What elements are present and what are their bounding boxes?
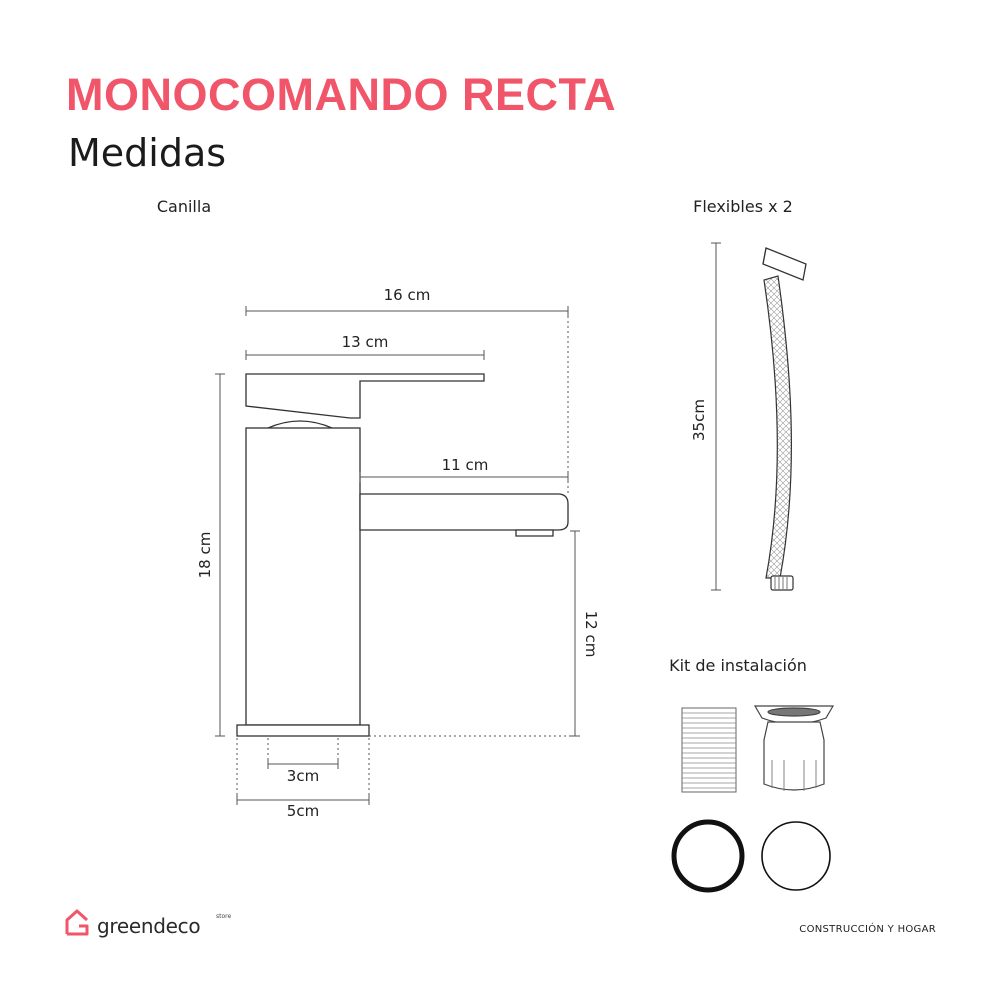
faucet-drawing: [237, 374, 568, 736]
house-logo-icon: [67, 911, 87, 934]
flexible-hose-drawing: [763, 248, 806, 590]
page-subtitle: Medidas: [68, 131, 227, 175]
hose-top-nut: [763, 248, 806, 280]
faucet-base: [237, 725, 369, 736]
kit-drawings: [674, 706, 833, 890]
dim-label-3cm: 3cm: [286, 767, 320, 785]
kit-tape-block: [682, 708, 736, 792]
dim-label-18cm: 18 cm: [196, 531, 214, 579]
kit-oring-thick: [674, 822, 742, 890]
faucet-spout: [360, 494, 568, 530]
faucet-aerator: [516, 530, 553, 536]
brand-suffix: store: [216, 913, 232, 920]
kit-drain-valve: [755, 706, 833, 791]
hose-dimension: [711, 243, 721, 590]
dim-label-11cm: 11 cm: [441, 456, 489, 474]
dim-label-12cm: 12 cm: [582, 610, 600, 658]
faucet-handle: [246, 374, 484, 418]
faucet-body: [246, 428, 360, 725]
kit-washer-thin: [762, 822, 830, 890]
kit-section-label: Kit de instalación: [669, 656, 807, 675]
dim-label-16cm: 16 cm: [383, 286, 431, 304]
dim-label-5cm: 5cm: [286, 802, 320, 820]
hoses-section-label: Flexibles x 2: [693, 197, 793, 216]
faucet-handle-cap: [268, 421, 332, 428]
dim-label-13cm: 13 cm: [341, 333, 389, 351]
hose-bottom-fitting: [771, 576, 793, 590]
faucet-section-label: Canilla: [156, 197, 212, 216]
dim-label-35cm: 35cm: [690, 399, 708, 441]
page-title: MONOCOMANDO RECTA: [66, 69, 617, 120]
footer-tagline: CONSTRUCCIÓN Y HOGAR: [799, 924, 936, 935]
brand-name: greendeco: [97, 914, 201, 938]
